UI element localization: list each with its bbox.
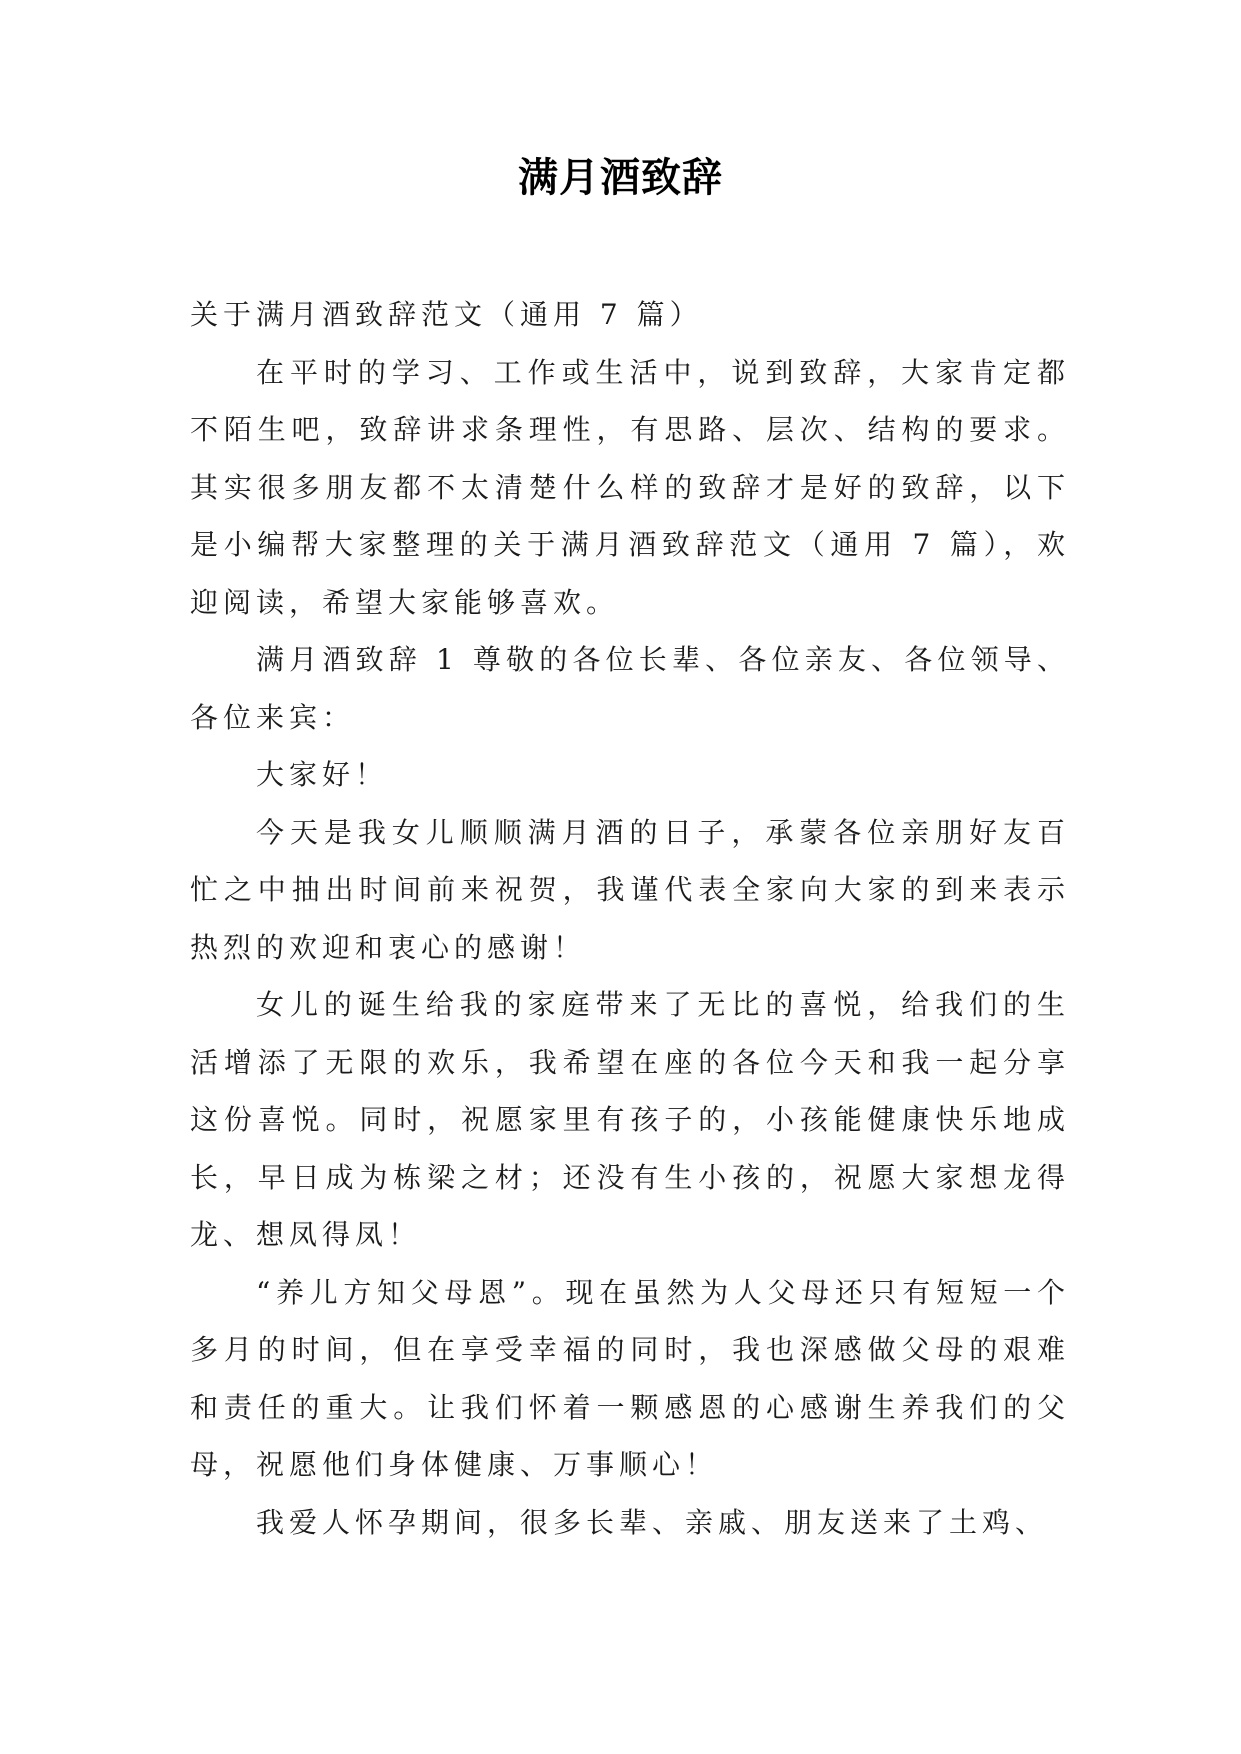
document-subtitle: 关于满月酒致辞范文（通用 7 篇） — [190, 298, 703, 331]
greeting-paragraph: 大家好！ — [256, 758, 389, 791]
speech-1-opening: 满月酒致辞 1 尊敬的各位长辈、各位亲友、各位领导、各位来宾： — [190, 643, 1070, 734]
joy-paragraph: 女儿的诞生给我的家庭带来了无比的喜悦，给我们的生活增添了无限的欢乐，我希望在座的各位今天和我一起分享这份喜悦。同时，祝愿家里有孩子的，小孩能健康快乐地成长，早日成为栋梁之材；还没有生小孩的，祝愿大家想龙得龙、想凤得凤！ — [190, 988, 1070, 1251]
intro-paragraph: 在平时的学习、工作或生活中，说到致辞，大家肯定都不陌生吧，致辞讲求条理性，有思路、层次、结构的要求。其实很多朋友都不太清楚什么样的致辞才是好的致辞，以下是小编帮大家整理的关于满月酒致辞范文（通用 7 篇），欢迎阅读，希望大家能够喜欢。 — [190, 355, 1070, 619]
document-body — [190, 286, 1070, 1551]
welcome-paragraph: 今天是我女儿顺顺满月酒的日子，承蒙各位亲朋好友百忙之中抽出时间前来祝贺，我谨代表全家向大家的到来表示热烈的欢迎和衷心的感谢！ — [190, 815, 1070, 964]
gratitude-parents-paragraph: “养儿方知父母恩”。现在虽然为人父母还只有短短一个多月的时间，但在享受幸福的同时，我也深感做父母的艰难和责任的重大。让我们怀着一颗感恩的心感谢生养我们的父母，祝愿他们身体健康、万事顺心！ — [190, 1275, 1070, 1481]
pregnancy-paragraph: 我爱人怀孕期间，很多长辈、亲戚、朋友送来了土鸡、 — [256, 1505, 1049, 1539]
document-title: 满月酒致辞 — [518, 155, 723, 201]
